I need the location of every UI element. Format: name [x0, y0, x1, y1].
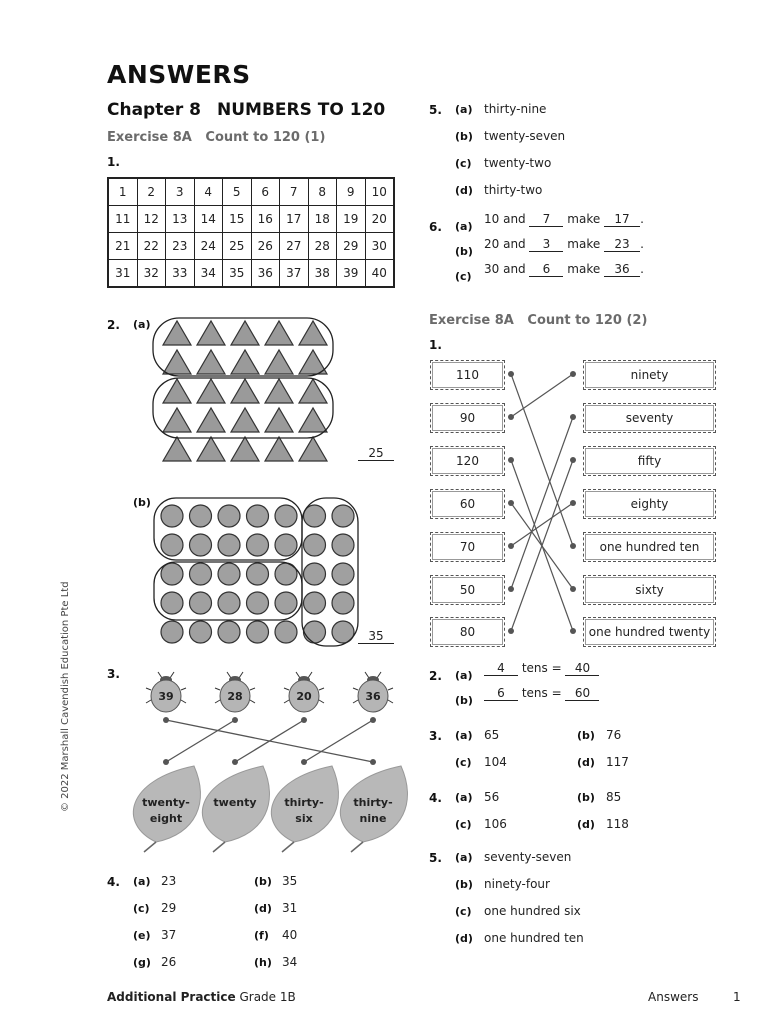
grid-cell: 22 — [137, 233, 166, 260]
answer-value: 65 — [484, 728, 500, 742]
grid-cell: 3 — [166, 178, 195, 206]
circle-shape — [275, 534, 297, 556]
triangle-shape — [197, 321, 225, 345]
answer-value: thirty-two — [484, 183, 543, 197]
q2b-label: (b) — [133, 496, 151, 509]
answer-value: twenty-two — [484, 156, 552, 170]
answer-label: (a) — [455, 791, 473, 804]
match-line — [166, 720, 235, 762]
leaf-label: thirty- — [284, 796, 324, 809]
triangle-shape — [163, 321, 191, 345]
answer-value: one hundred six — [484, 904, 581, 918]
grid-cell: 27 — [280, 233, 309, 260]
answer-label: (c) — [455, 157, 472, 170]
exercise-8a-2-title: Exercise 8A Count to 120 (2) — [429, 313, 648, 328]
ex2-q2-number: 2. — [429, 669, 442, 683]
triangle-shape — [197, 437, 225, 461]
number-box: 70 — [430, 532, 505, 562]
exercise-8a-1-title: Exercise 8A Count to 120 (1) — [107, 130, 326, 145]
answer-label: (g) — [133, 956, 151, 969]
match-line — [511, 374, 573, 546]
circle-shape — [247, 563, 269, 585]
answer-label: (d) — [455, 184, 473, 197]
ladybug-number: 20 — [296, 690, 312, 703]
fill-in-sentence: 30 and 6 make 36 . — [484, 262, 644, 276]
grid-cell: 6 — [251, 178, 280, 206]
q3-number: 3. — [107, 667, 120, 681]
answer-label: (a) — [455, 851, 473, 864]
circle-shape — [247, 505, 269, 527]
q5-number: 5. — [429, 103, 442, 117]
circle-shape — [304, 592, 326, 614]
circle-shape — [304, 563, 326, 585]
answer-value: 29 — [161, 901, 177, 915]
blank-answer: 7 — [529, 212, 563, 227]
copyright-notice: © 2022 Marshall Cavendish Education Pte Ltd — [60, 581, 71, 812]
triangle-shape — [163, 379, 191, 403]
number-box: 90 — [430, 403, 505, 433]
circle-shape — [218, 534, 240, 556]
answer-label: (b) — [577, 791, 595, 804]
leaf-icon — [340, 766, 407, 852]
grid-cell: 15 — [223, 206, 252, 233]
triangle-shape — [163, 437, 191, 461]
answer-value: twenty-seven — [484, 129, 566, 143]
answer-value: 31 — [282, 901, 298, 915]
answer-value: 26 — [161, 955, 177, 969]
triangle-shape — [265, 350, 293, 374]
footer-section: Answers — [648, 990, 699, 1004]
answer-label: (c) — [455, 756, 472, 769]
blank-answer: 23 — [604, 237, 640, 252]
circle-shape — [161, 592, 183, 614]
word-box: fifty — [583, 446, 716, 476]
match-line — [304, 720, 373, 762]
word-box: sixty — [583, 575, 716, 605]
match-line — [235, 720, 304, 762]
answer-label: (c) — [455, 818, 472, 831]
leaf-label: eight — [149, 812, 183, 825]
fill-in-sentence: 4 tens = 40 — [484, 661, 599, 676]
word-box: eighty — [583, 489, 716, 519]
circle-shape — [247, 592, 269, 614]
answer-value: 34 — [282, 955, 298, 969]
circle-shape — [332, 505, 354, 527]
blank-answer: 3 — [529, 237, 563, 252]
grid-row — [108, 206, 394, 233]
leaf-icon — [133, 766, 200, 852]
chapter-label: Chapter 8 — [107, 100, 202, 120]
ladybug-number: 39 — [158, 690, 174, 703]
q2a-answer: 25 — [358, 446, 394, 461]
grid-cell: 20 — [365, 206, 394, 233]
circle-shape — [161, 505, 183, 527]
blank-answer: 17 — [604, 212, 640, 227]
leaf-label: twenty- — [142, 796, 190, 809]
grid-cell: 25 — [223, 233, 252, 260]
blank-answer: 6 — [529, 262, 563, 277]
answer-value: 37 — [161, 928, 177, 942]
answer-value: 106 — [484, 817, 507, 831]
circle-shape — [161, 534, 183, 556]
answer-label: (d) — [577, 818, 595, 831]
grid-cell: 39 — [337, 260, 366, 288]
answer-value: 35 — [282, 874, 298, 888]
chapter-title — [107, 100, 385, 120]
answer-value: 104 — [484, 755, 507, 769]
ladybug-number: 36 — [365, 690, 381, 703]
grid-row — [108, 233, 394, 260]
blank-answer: 60 — [565, 686, 599, 701]
circle-shape — [190, 592, 212, 614]
footer-book-title: Additional Practice Grade 1B — [107, 990, 296, 1004]
ex2-q1-number: 1. — [429, 338, 442, 352]
grid-cell: 8 — [308, 178, 337, 206]
grid-cell: 37 — [280, 260, 309, 288]
match-line — [511, 417, 573, 589]
answer-label: (d) — [254, 902, 272, 915]
grid-cell: 2 — [137, 178, 166, 206]
triangle-shape — [265, 379, 293, 403]
answer-value: one hundred ten — [484, 931, 584, 945]
leaf-label: thirty- — [353, 796, 393, 809]
grid-cell: 9 — [337, 178, 366, 206]
page-heading: ANSWERS — [107, 60, 251, 89]
ex2-q4-number: 4. — [429, 791, 442, 805]
circle-shape — [304, 534, 326, 556]
circle-shape — [275, 592, 297, 614]
circle-shape — [332, 563, 354, 585]
q1-number: 1. — [107, 155, 120, 169]
answer-value: 76 — [606, 728, 622, 742]
circle-shape — [218, 592, 240, 614]
fill-in-sentence: 10 and 7 make 17 . — [484, 212, 644, 226]
fill-in-sentence: 6 tens = 60 — [484, 686, 599, 701]
answer-label: (a) — [455, 669, 473, 682]
answer-label: (b) — [455, 878, 473, 891]
answer-value: thirty-nine — [484, 102, 547, 116]
answer-label: (c) — [455, 270, 472, 283]
circle-shape — [218, 621, 240, 643]
grid-cell: 18 — [308, 206, 337, 233]
number-box: 80 — [430, 617, 505, 647]
answer-label: (f) — [254, 929, 269, 942]
triangle-shape — [299, 408, 327, 432]
answer-label: (h) — [254, 956, 272, 969]
grid-cell: 28 — [308, 233, 337, 260]
answer-value: ninety-four — [484, 877, 550, 891]
chapter-name: NUMBERS TO 120 — [217, 100, 386, 120]
grid-cell: 32 — [137, 260, 166, 288]
grid-cell: 35 — [223, 260, 252, 288]
answer-label: (c) — [455, 905, 472, 918]
blank-answer: 6 — [484, 686, 518, 701]
answer-label: (b) — [455, 245, 473, 258]
triangle-shape — [265, 321, 293, 345]
q2-number: 2. — [107, 318, 120, 332]
page-number: 1 — [733, 990, 741, 1004]
grid-cell: 13 — [166, 206, 195, 233]
answer-label: (c) — [133, 902, 150, 915]
leaf-icon — [202, 766, 269, 852]
grid-cell: 24 — [194, 233, 223, 260]
circle-shape — [190, 534, 212, 556]
answer-label: (b) — [577, 729, 595, 742]
triangle-shape — [231, 408, 259, 432]
grid-cell: 29 — [337, 233, 366, 260]
grid-cell: 14 — [194, 206, 223, 233]
circle-shape — [161, 621, 183, 643]
grid-cell: 5 — [223, 178, 252, 206]
grid-cell: 12 — [137, 206, 166, 233]
circle-shape — [190, 563, 212, 585]
triangle-shape — [231, 350, 259, 374]
triangle-shape — [163, 350, 191, 374]
blank-answer: 4 — [484, 661, 518, 676]
word-box: seventy — [583, 403, 716, 433]
grid-cell: 17 — [280, 206, 309, 233]
answer-value: 85 — [606, 790, 622, 804]
triangle-shape — [299, 321, 327, 345]
grid-cell: 36 — [251, 260, 280, 288]
grid-cell: 40 — [365, 260, 394, 288]
answer-label: (b) — [254, 875, 272, 888]
leaf-icon — [271, 766, 338, 852]
grid-cell: 10 — [365, 178, 394, 206]
answer-label: (b) — [455, 694, 473, 707]
word-box: one hundred ten — [583, 532, 716, 562]
ex2-q5-number: 5. — [429, 851, 442, 865]
match-line — [511, 503, 573, 546]
triangle-shape — [197, 379, 225, 403]
number-grid — [107, 177, 395, 288]
circle-shape — [247, 621, 269, 643]
answer-label: (a) — [133, 875, 151, 888]
triangle-shape — [197, 350, 225, 374]
grid-cell: 26 — [251, 233, 280, 260]
triangle-shape — [265, 437, 293, 461]
circle-shape — [218, 505, 240, 527]
grid-cell: 7 — [280, 178, 309, 206]
triangle-shape — [231, 321, 259, 345]
circle-shape — [275, 505, 297, 527]
answer-value: 118 — [606, 817, 629, 831]
leaf-label: nine — [359, 812, 387, 825]
match-line — [511, 374, 573, 417]
fill-in-sentence: 20 and 3 make 23 . — [484, 237, 644, 251]
grid-cell: 33 — [166, 260, 195, 288]
bug-leaf-matching-figure — [130, 662, 420, 857]
number-box: 50 — [430, 575, 505, 605]
grid-cell: 21 — [108, 233, 137, 260]
blank-answer: 40 — [565, 661, 599, 676]
triangle-shape — [265, 408, 293, 432]
answer-label: (a) — [455, 220, 473, 233]
answer-label: (a) — [455, 103, 473, 116]
answer-value: 56 — [484, 790, 500, 804]
answer-value: 117 — [606, 755, 629, 769]
grid-cell: 34 — [194, 260, 223, 288]
circle-group-figure — [150, 492, 365, 654]
circle-shape — [275, 621, 297, 643]
circle-shape — [332, 592, 354, 614]
q2a-label: (a) — [133, 318, 151, 331]
grid-row — [108, 260, 394, 288]
answer-value: seventy-seven — [484, 850, 572, 864]
ladybug-number: 28 — [227, 690, 243, 703]
circle-shape — [218, 563, 240, 585]
grid-cell: 19 — [337, 206, 366, 233]
blank-answer: 36 — [604, 262, 640, 277]
q4-number: 4. — [107, 875, 120, 889]
leaf-label: twenty — [213, 796, 257, 809]
grid-cell: 1 — [108, 178, 137, 206]
grid-cell: 38 — [308, 260, 337, 288]
answer-label: (b) — [455, 130, 473, 143]
answer-value: 23 — [161, 874, 177, 888]
answer-label: (e) — [133, 929, 151, 942]
circle-shape — [332, 534, 354, 556]
triangle-shape — [299, 437, 327, 461]
word-box: one hundred twenty — [583, 617, 716, 647]
grid-cell: 31 — [108, 260, 137, 288]
grid-cell: 16 — [251, 206, 280, 233]
circle-shape — [161, 563, 183, 585]
number-box: 110 — [430, 360, 505, 390]
triangle-shape — [163, 408, 191, 432]
answer-value: 40 — [282, 928, 298, 942]
ex2-q3-number: 3. — [429, 729, 442, 743]
circle-shape — [304, 621, 326, 643]
q6-number: 6. — [429, 220, 442, 234]
answer-label: (a) — [455, 729, 473, 742]
circle-shape — [190, 505, 212, 527]
triangle-shape — [231, 437, 259, 461]
triangle-shape — [231, 379, 259, 403]
grid-cell: 23 — [166, 233, 195, 260]
leaf-label: six — [295, 812, 313, 825]
grid-cell: 11 — [108, 206, 137, 233]
number-box: 120 — [430, 446, 505, 476]
answer-label: (d) — [577, 756, 595, 769]
answer-label: (d) — [455, 932, 473, 945]
word-box: ninety — [583, 360, 716, 390]
circle-shape — [247, 534, 269, 556]
number-box: 60 — [430, 489, 505, 519]
triangle-shape — [197, 408, 225, 432]
circle-shape — [190, 621, 212, 643]
grid-cell: 30 — [365, 233, 394, 260]
grid-row — [108, 178, 394, 206]
q2b-answer: 35 — [358, 629, 394, 644]
grid-cell: 4 — [194, 178, 223, 206]
matching-lines — [503, 355, 588, 650]
